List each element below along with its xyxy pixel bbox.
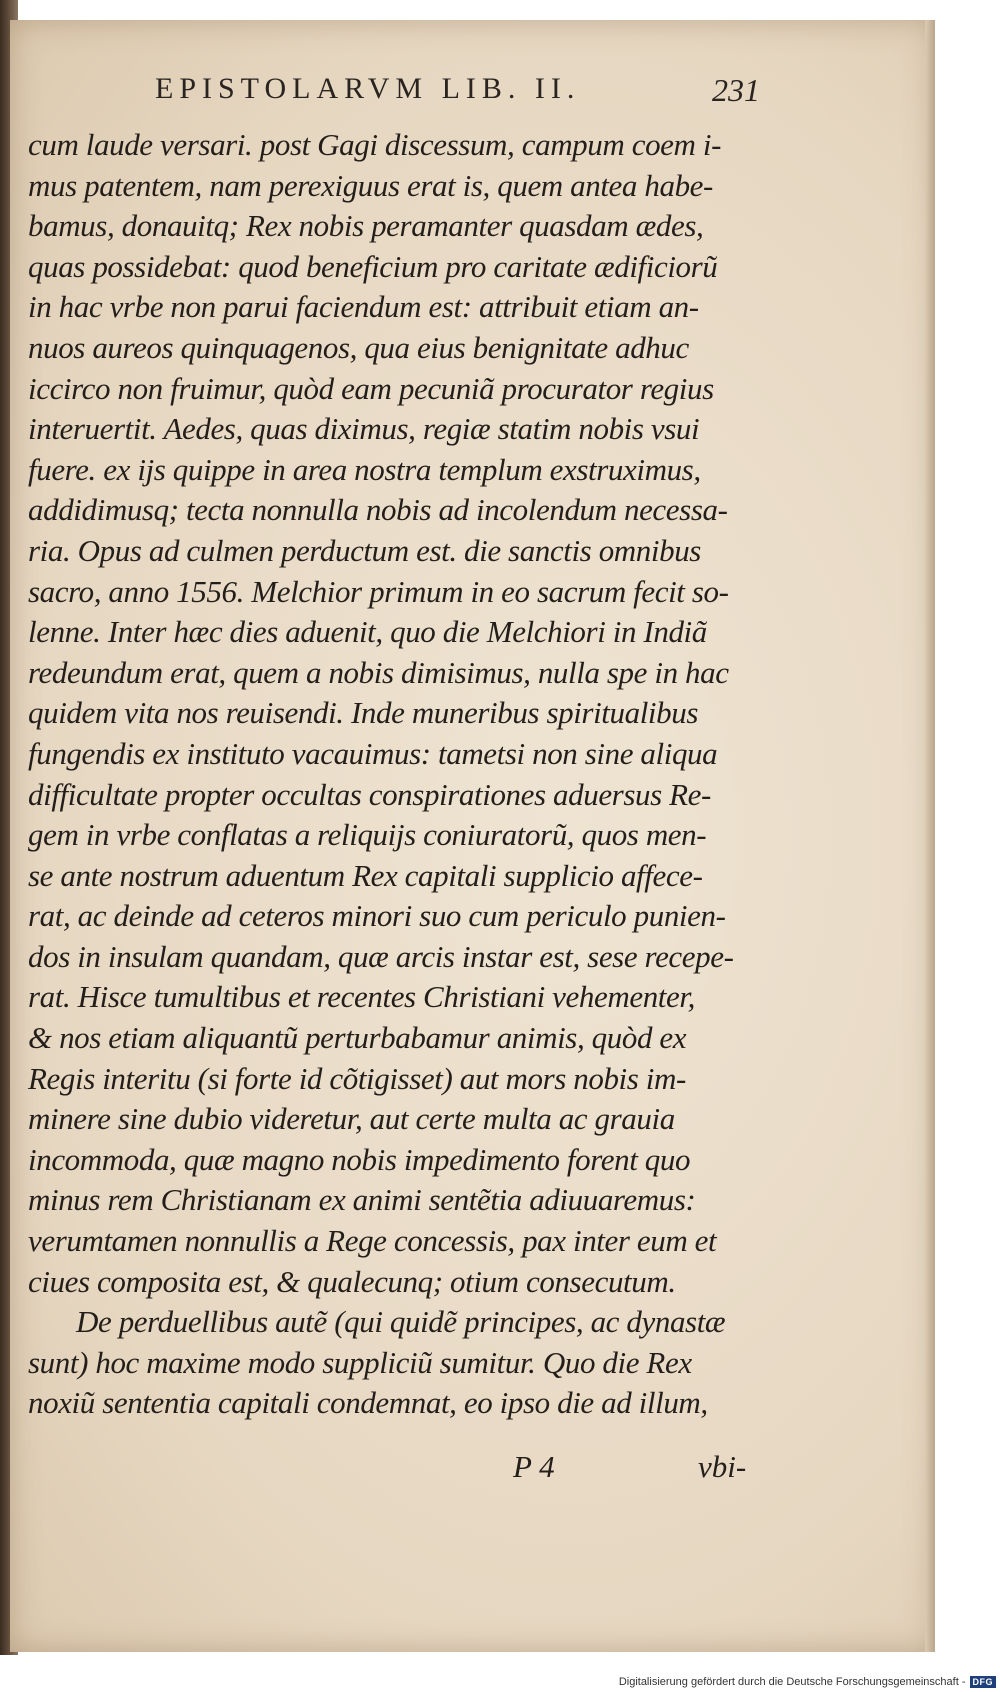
text-line: iccirco non fruimur, quòd eam pecuniã procurator regius xyxy=(28,370,714,406)
text-line: & nos etiam aliquantũ perturbabamur animis, quòd ex xyxy=(28,1020,687,1056)
text-line: dos in insulam quandam, quæ arcis instar est, sese recepe- xyxy=(28,938,734,974)
digitization-notice xyxy=(619,1672,1000,1692)
text-line: fuere. ex ijs quippe in area nostra templum exstruximus, xyxy=(28,451,701,487)
running-head: EPISTOLARVM LIB. II. xyxy=(155,72,581,105)
text-line: sacro, anno 1556. Melchior primum in eo sacrum fecit so- xyxy=(28,573,729,609)
text-line: gem in vrbe conflatas a reliquijs coniuratorũ, quos men- xyxy=(28,817,707,853)
text-line: fungendis ex instituto vacauimus: tametsi non sine aliqua xyxy=(28,735,718,771)
signature-mark: P 4 xyxy=(513,1449,555,1484)
text-line: sunt) hoc maxime modo suppliciũ sumitur. Quo die Rex xyxy=(28,1344,692,1380)
text-line: rat, ac deinde ad ceteros minori suo cum periculo punien- xyxy=(28,898,726,934)
page-number: 231 xyxy=(712,72,760,108)
catchword: vbi- xyxy=(698,1449,747,1484)
digitization-notice-text: Digitalisierung gefördert durch die Deutsche Forschungsgemeinschaft - xyxy=(618,1676,966,1688)
text-line: addidimusq; tecta nonnulla nobis ad incolendum necessa- xyxy=(28,492,728,528)
page-edge xyxy=(925,20,935,1652)
body-text xyxy=(28,125,768,1424)
text-line: minere sine dubio videretur, aut certe multa ac grauia xyxy=(28,1101,675,1137)
dfg-logo-icon: DFG xyxy=(970,1676,997,1688)
text-line: lenne. Inter hæc dies aduenit, quo die Melchiori in Indiã xyxy=(28,614,707,650)
text-line: interuertit. Aedes, quas diximus, regiæ statim nobis vsui xyxy=(28,411,700,447)
text-line: rat. Hisce tumultibus et recentes Christiani vehementer, xyxy=(28,979,695,1015)
text-line: ciues composita est, & qualecunq; otium consecutum. xyxy=(28,1263,676,1299)
text-line: quas possidebat: quod beneficium pro caritate ædificiorũ xyxy=(28,248,718,284)
text-line: minus rem Christianam ex animi sentẽtia adiuuaremus: xyxy=(28,1182,696,1218)
text-line: nuos aureos quinquagenos, qua eius benignitate adhuc xyxy=(28,329,689,365)
paragraph-start-line: De perduellibus autẽ (qui quidẽ principes, ac dynastæ xyxy=(76,1304,726,1340)
text-line: cum laude versari. post Gagi discessum, campum coem i- xyxy=(28,127,722,162)
text-line: se ante nostrum aduentum Rex capitali supplicio affece- xyxy=(28,857,703,893)
text-line: noxiũ sententia capitali condemnat, eo ipso die ad illum, xyxy=(28,1385,708,1421)
text-line: incommoda, quæ magno nobis impedimento forent quo xyxy=(28,1141,691,1177)
text-line: difficultate propter occultas conspirationes aduersus Re- xyxy=(28,776,711,812)
text-line: quidem vita nos reuisendi. Inde muneribus spiritualibus xyxy=(28,695,699,731)
text-line: verumtamen nonnullis a Rege concessis, pax inter eum et xyxy=(28,1223,717,1259)
text-line: mus patentem, nam perexiguus erat is, quem antea habe- xyxy=(28,167,713,203)
text-line: Regis interitu (si forte id cõtigisset) aut mors nobis im- xyxy=(28,1060,686,1096)
text-line: ria. Opus ad culmen perductum est. die sanctis omnibus xyxy=(28,532,701,568)
text-line: in hac vrbe non parui faciendum est: attribuit etiam an- xyxy=(28,289,699,325)
text-line: redeundum erat, quem a nobis dimisimus, nulla spe in hac xyxy=(28,654,729,690)
text-line: bamus, donauitq; Rex nobis peramanter quasdam ædes, xyxy=(28,208,704,244)
